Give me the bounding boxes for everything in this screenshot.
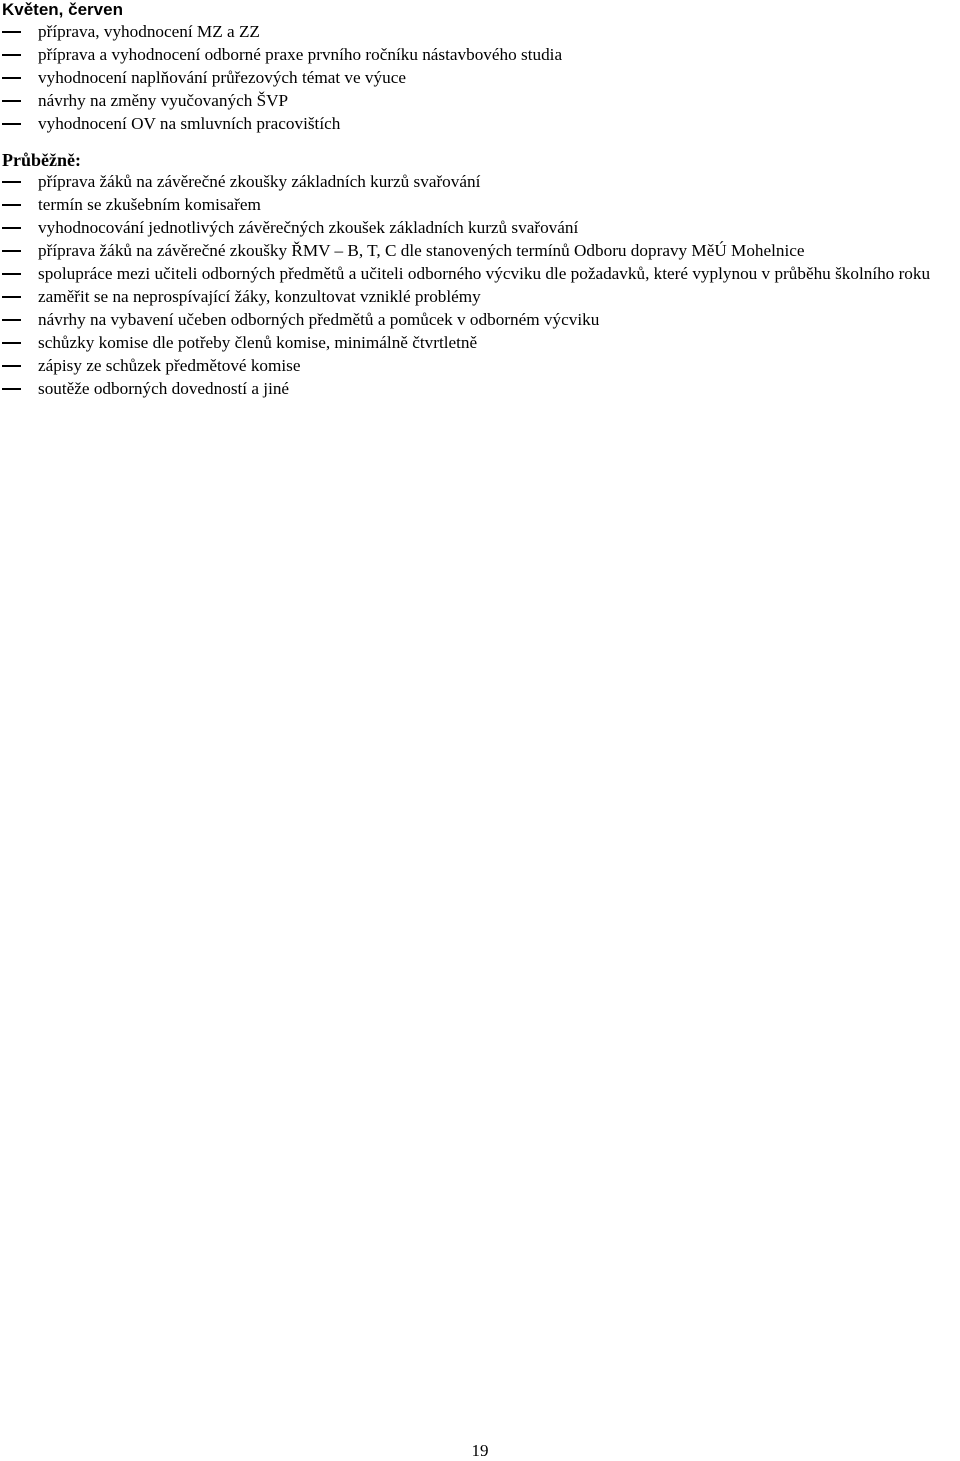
dash-bullet-icon: [2, 365, 21, 367]
list-item-text: návrhy na změny vyučovaných ŠVP: [38, 91, 289, 110]
dash-bullet-icon: [2, 342, 21, 344]
list-item-text: zaměřit se na neprospívající žáky, konzultovat vzniklé problémy: [38, 287, 481, 306]
list-item-text: příprava žáků na závěrečné zkoušky ŘMV – B, T, C dle stanovených termínů Odboru dopravy MěÚ Mohelnice: [38, 241, 805, 260]
dash-bullet-icon: [2, 227, 21, 229]
list-item: [0, 331, 960, 354]
list-item-text: příprava, vyhodnocení MZ a ZZ: [38, 22, 260, 41]
dash-bullet-icon: [2, 273, 21, 275]
dash-bullet-icon: [2, 31, 21, 33]
dash-bullet-icon: [2, 77, 21, 79]
page-number: 19: [471, 1441, 489, 1460]
dash-bullet-icon: [2, 204, 21, 206]
list-item-text: schůzky komise dle potřeby členů komise, minimálně čtvrtletně: [38, 333, 478, 352]
section-heading: Průběžně:: [2, 150, 81, 170]
list-item-text: termín se zkušebním komisařem: [38, 195, 261, 214]
list-item: [0, 354, 960, 377]
list-item-text: spolupráce mezi učiteli odborných předmětů a učiteli odborného výcviku dle požadavků, které vyplynou v průběhu školního roku: [38, 264, 931, 283]
list-item: [0, 43, 960, 66]
list-item: [0, 377, 960, 400]
item-list: [0, 170, 960, 400]
dash-bullet-icon: [2, 388, 21, 390]
list-item: [0, 170, 960, 193]
list-item: [0, 20, 960, 43]
section-heading: Květen, červen: [2, 0, 123, 19]
section-kveten-cerven: [0, 0, 960, 135]
dash-bullet-icon: [2, 123, 21, 125]
list-item: [0, 308, 960, 331]
list-item: [0, 285, 960, 308]
list-item: [0, 239, 960, 262]
list-item: [0, 216, 960, 239]
list-item-text: příprava žáků na závěrečné zkoušky základních kurzů svařování: [38, 172, 481, 191]
list-item: [0, 112, 960, 135]
list-item-text: vyhodnocení OV na smluvních pracovištích: [38, 114, 341, 133]
dash-bullet-icon: [2, 100, 21, 102]
list-item-text: návrhy na vybavení učeben odborných předmětů a pomůcek v odborném výcviku: [38, 310, 600, 329]
dash-bullet-icon: [2, 296, 21, 298]
list-item: [0, 89, 960, 112]
list-item-text: příprava a vyhodnocení odborné praxe prvního ročníku nástavbového studia: [38, 45, 563, 64]
dash-bullet-icon: [2, 319, 21, 321]
list-item-text: vyhodnocování jednotlivých závěrečných zkoušek základních kurzů svařování: [38, 218, 579, 237]
list-item-text: zápisy ze schůzek předmětové komise: [38, 356, 301, 375]
list-item-text: vyhodnocení naplňování průřezových témat ve výuce: [38, 68, 406, 87]
list-item-text: soutěže odborných dovedností a jiné: [38, 379, 290, 398]
dash-bullet-icon: [2, 54, 21, 56]
dash-bullet-icon: [2, 181, 21, 183]
list-item: [0, 262, 960, 285]
list-item: [0, 66, 960, 89]
section-prubezne: [0, 150, 960, 400]
dash-bullet-icon: [2, 250, 21, 252]
list-item: [0, 193, 960, 216]
item-list: [0, 20, 960, 135]
